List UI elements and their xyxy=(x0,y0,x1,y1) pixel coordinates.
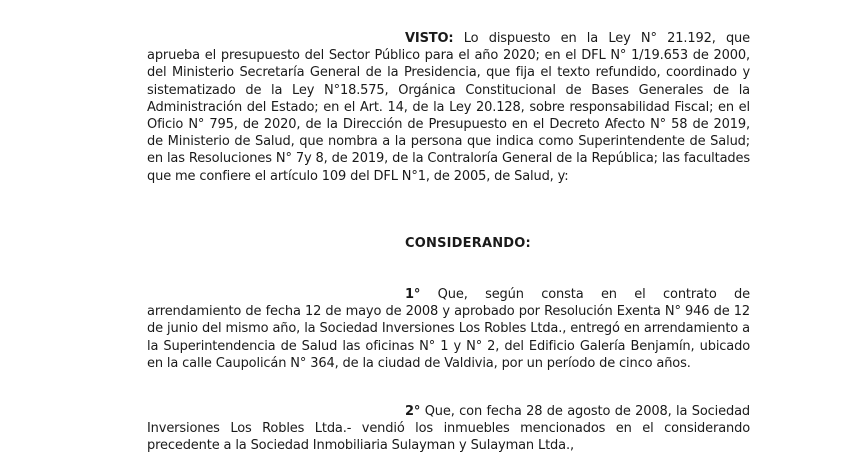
considerando-2-text: Que, con fecha 28 de agosto de 2008, la Sociedad Inversiones Los Robles Ltda.- vendió los inmuebles mencionados en el considerando precedente a la Sociedad Inmobiliaria Sulayman y Sulayman Ltda., xyxy=(147,404,750,454)
visto-text: Lo dispuesto en la Ley N° 21.192, que aprueba el presupuesto del Sector Público para el año 2020; en el DFL N° 1/19.653 de 2000, del Ministerio Secretaría General de la Presidencia, que fija el texto refundido, coordinado y sistematizado de la Ley N°18.575, Orgánica Constitucional de Bases Generales de la Administración del Estado; en el Art. 14, de la Ley 20.128, sobre responsabilidad Fiscal; en el Oficio N° 795, de 2020, de la Dirección de Presupuesto en el Decreto Afecto N° 58 de 2019, de Ministerio de Salud, que nombra a la persona que indica como Superintendente de Salud; en las Resoluciones N° 7y 8, de 2019, de la Contraloría General de la República; las facultades que me confiere el artículo 109 del DFL N°1, de 2005, de Salud, y: xyxy=(147,31,750,184)
considerando-1-text: Que, según consta en el contrato de arrendamiento de fecha 12 de mayo de 2008 y aprobado por Resolución Exenta N° 946 de 12 de junio del mismo año, la Sociedad Inversiones Los Robles Ltda., entregó en arrendamiento a la Superintendencia de Salud las oficinas N° 1 y N° 2, del Edificio Galería Benjamín, ubicado en la calle Caupolicán N° 364, de la ciudad de Valdivia, por un período de cinco años. xyxy=(147,287,750,371)
visto-paragraph xyxy=(147,30,750,185)
visto-label: VISTO: xyxy=(405,31,454,46)
considerando-1-number: 1° xyxy=(405,287,421,302)
considerando-2-number: 2° xyxy=(405,404,421,419)
considerando-heading: CONSIDERANDO: xyxy=(405,236,531,251)
considerando-2-paragraph xyxy=(147,403,750,455)
considerando-1-paragraph xyxy=(147,286,750,372)
